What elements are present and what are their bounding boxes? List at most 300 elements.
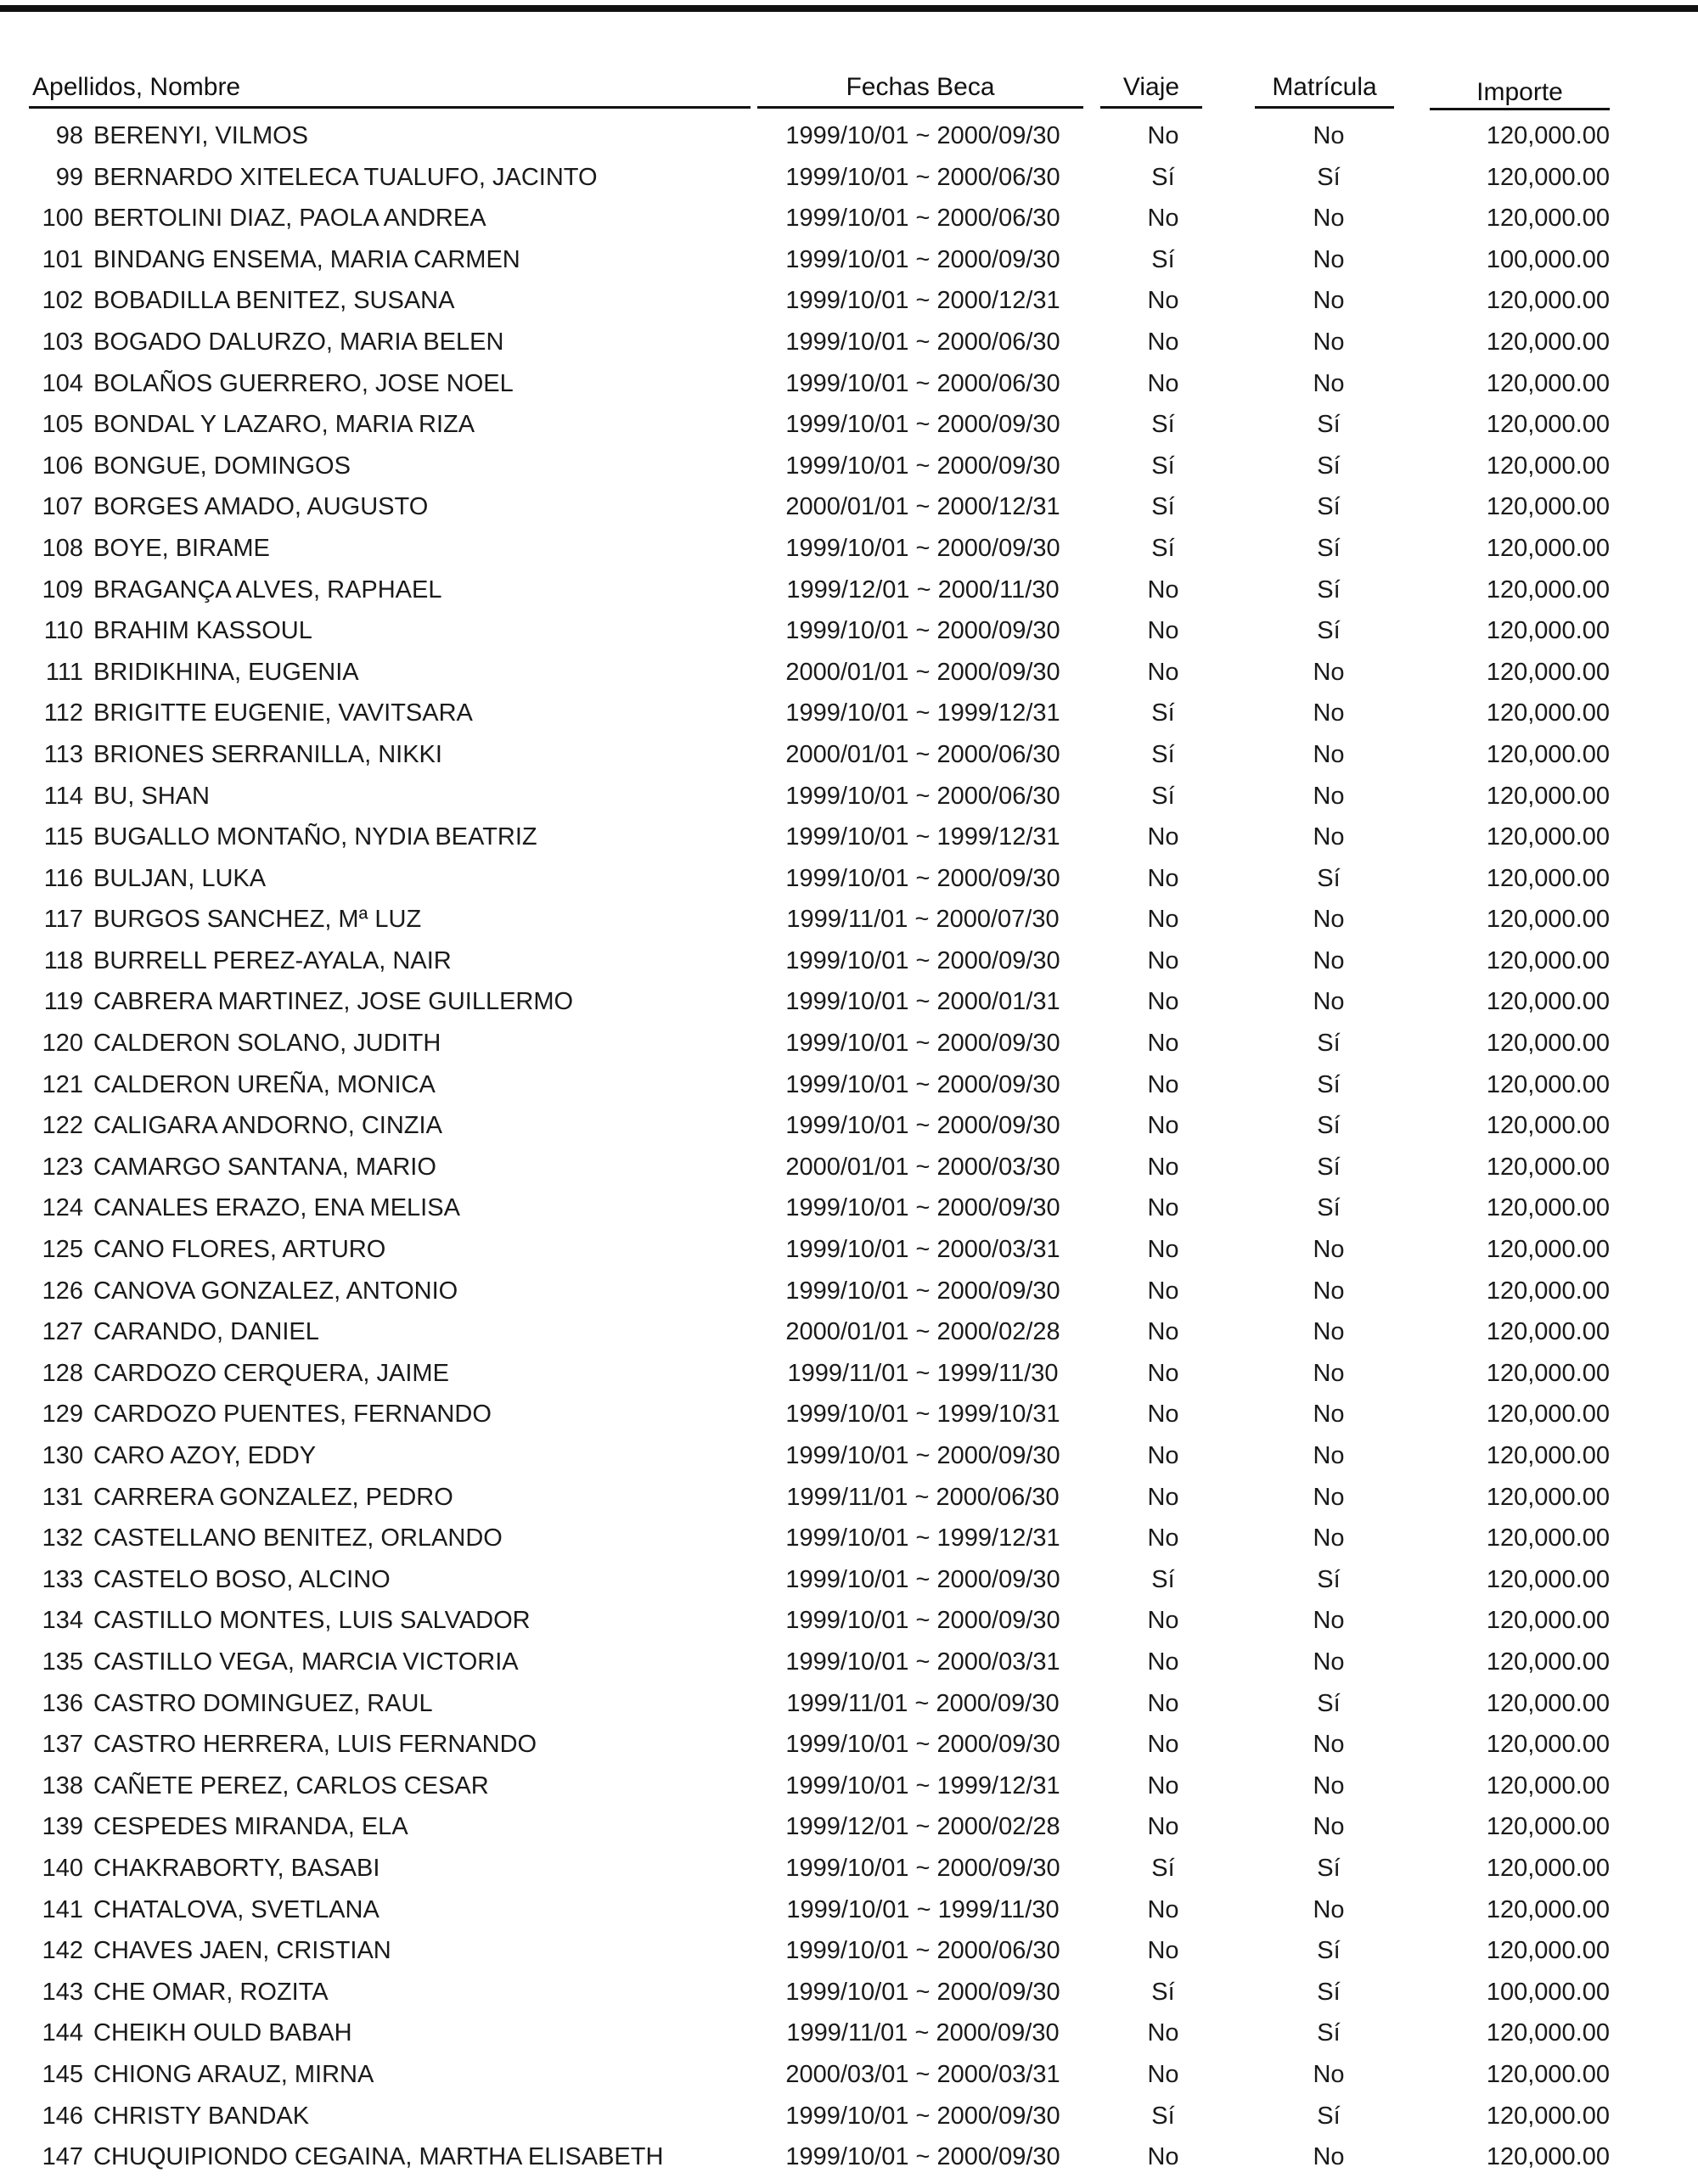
table-row — [0, 1849, 1698, 1890]
row-fechas-beca: 1999/10/01 ~ 2000/09/30 — [785, 1978, 1060, 2006]
row-fechas-beca: 1999/12/01 ~ 2000/02/28 — [785, 1813, 1060, 1841]
row-number: 117 — [43, 906, 83, 934]
row-viaje: No — [1147, 1607, 1179, 1635]
row-viaje: No — [1147, 1689, 1179, 1717]
row-number: 147 — [42, 2143, 83, 2171]
row-name: CARRERA GONZALEZ, PEDRO — [93, 1483, 453, 1511]
row-number: 128 — [42, 1359, 83, 1387]
row-name: CARANDO, DANIEL — [93, 1318, 319, 1346]
table-row — [0, 116, 1698, 158]
row-fechas-beca: 1999/10/01 ~ 1999/12/31 — [785, 699, 1060, 727]
table-row — [0, 323, 1698, 364]
row-number: 138 — [42, 1771, 83, 1799]
row-viaje: No — [1147, 122, 1179, 149]
row-name: CESPEDES MIRANDA, ELA — [93, 1813, 408, 1841]
header-apellidos-nombre: Apellidos, Nombre — [29, 73, 751, 109]
row-matricula: No — [1313, 699, 1345, 727]
row-matricula: Sí — [1317, 2102, 1341, 2130]
row-fechas-beca: 1999/10/01 ~ 2000/03/31 — [785, 1648, 1060, 1676]
row-number: 125 — [42, 1236, 83, 1264]
row-viaje: No — [1147, 1401, 1179, 1429]
row-viaje: No — [1147, 2019, 1179, 2047]
row-number: 122 — [42, 1112, 83, 1140]
row-matricula: Sí — [1317, 575, 1341, 604]
row-number: 145 — [42, 2060, 83, 2088]
row-matricula: Sí — [1317, 1153, 1341, 1181]
table-row — [0, 611, 1698, 653]
row-viaje: No — [1147, 1731, 1179, 1759]
row-name: CASTRO HERRERA, LUIS FERNANDO — [93, 1731, 537, 1759]
table-row — [0, 1148, 1698, 1189]
row-matricula: No — [1313, 988, 1345, 1016]
row-name: CAMARGO SANTANA, MARIO — [93, 1153, 436, 1181]
row-name: BUGALLO MONTAÑO, NYDIA BEATRIZ — [93, 823, 537, 851]
row-number: 132 — [42, 1524, 83, 1552]
row-matricula: No — [1313, 1277, 1345, 1305]
table-row — [0, 1890, 1698, 1932]
row-name: BOGADO DALURZO, MARIA BELEN — [93, 328, 504, 356]
row-viaje: No — [1147, 988, 1179, 1016]
row-name: CHEIKH OULD BABAH — [93, 2019, 352, 2047]
row-name: BOBADILLA BENITEZ, SUSANA — [93, 287, 455, 315]
row-importe: 120,000.00 — [1486, 1854, 1610, 1882]
row-fechas-beca: 1999/10/01 ~ 2000/09/30 — [785, 1565, 1060, 1593]
table-row — [0, 446, 1698, 488]
row-importe: 100,000.00 — [1486, 1978, 1610, 2006]
header-importe: Importe — [1430, 78, 1610, 110]
row-number: 114 — [43, 782, 83, 810]
row-matricula: No — [1313, 1359, 1345, 1387]
header-viaje: Viaje — [1100, 73, 1202, 109]
row-name: BORGES AMADO, AUGUSTO — [93, 493, 429, 521]
row-importe: 120,000.00 — [1486, 122, 1610, 149]
row-viaje: No — [1147, 1895, 1179, 1923]
table-row — [0, 1354, 1698, 1395]
row-fechas-beca: 1999/10/01 ~ 2000/09/30 — [785, 1030, 1060, 1058]
row-matricula: Sí — [1317, 864, 1341, 892]
row-fechas-beca: 1999/10/01 ~ 2000/09/30 — [785, 2102, 1060, 2130]
row-viaje: No — [1147, 1277, 1179, 1305]
row-viaje: No — [1147, 906, 1179, 934]
row-viaje: No — [1147, 823, 1179, 851]
row-fechas-beca: 1999/10/01 ~ 2000/09/30 — [785, 122, 1060, 149]
row-fechas-beca: 2000/01/01 ~ 2000/02/28 — [785, 1318, 1060, 1346]
row-fechas-beca: 2000/03/01 ~ 2000/03/31 — [785, 2060, 1060, 2088]
row-fechas-beca: 1999/10/01 ~ 2000/09/30 — [785, 1194, 1060, 1222]
row-name: BURGOS SANCHEZ, Mª LUZ — [93, 906, 422, 934]
row-matricula: No — [1313, 946, 1345, 974]
table-row — [0, 1065, 1698, 1107]
row-fechas-beca: 1999/10/01 ~ 2000/09/30 — [785, 946, 1060, 974]
row-viaje: Sí — [1151, 1854, 1175, 1882]
header-fechas-beca: Fechas Beca — [757, 73, 1083, 109]
row-fechas-beca: 1999/10/01 ~ 2000/09/30 — [785, 1607, 1060, 1635]
row-fechas-beca: 1999/10/01 ~ 2000/09/30 — [785, 1731, 1060, 1759]
row-viaje: No — [1147, 1112, 1179, 1140]
table-row — [0, 1230, 1698, 1272]
row-matricula: No — [1313, 1318, 1345, 1346]
table-row — [0, 1807, 1698, 1849]
row-matricula: No — [1313, 1524, 1345, 1552]
row-matricula: Sí — [1317, 493, 1341, 521]
row-importe: 120,000.00 — [1486, 823, 1610, 851]
row-fechas-beca: 1999/11/01 ~ 2000/09/30 — [786, 1689, 1060, 1717]
row-fechas-beca: 1999/10/01 ~ 2000/06/30 — [785, 328, 1060, 356]
row-matricula: No — [1313, 287, 1345, 315]
row-number: 146 — [42, 2102, 83, 2130]
table-row — [0, 281, 1698, 323]
row-number: 100 — [42, 205, 83, 233]
row-importe: 120,000.00 — [1486, 1194, 1610, 1222]
row-fechas-beca: 1999/10/01 ~ 1999/10/31 — [785, 1401, 1060, 1429]
row-fechas-beca: 1999/10/01 ~ 1999/12/31 — [785, 1524, 1060, 1552]
row-name: CANOVA GONZALEZ, ANTONIO — [93, 1277, 458, 1305]
table-row — [0, 1684, 1698, 1726]
row-name: CASTILLO MONTES, LUIS SALVADOR — [93, 1607, 531, 1635]
row-fechas-beca: 2000/01/01 ~ 2000/03/30 — [785, 1153, 1060, 1181]
row-number: 142 — [42, 1937, 83, 1965]
row-name: BURRELL PEREZ-AYALA, NAIR — [93, 946, 452, 974]
row-viaje: Sí — [1151, 1978, 1175, 2006]
row-importe: 120,000.00 — [1486, 1070, 1610, 1098]
row-importe: 120,000.00 — [1486, 1483, 1610, 1511]
row-viaje: No — [1147, 1030, 1179, 1058]
row-viaje: No — [1147, 1442, 1179, 1469]
table-row — [0, 529, 1698, 570]
row-matricula: No — [1313, 2060, 1345, 2088]
row-name: CHIONG ARAUZ, MIRNA — [93, 2060, 374, 2088]
row-importe: 120,000.00 — [1486, 1318, 1610, 1346]
row-fechas-beca: 1999/10/01 ~ 2000/09/30 — [785, 617, 1060, 645]
row-name: CARDOZO PUENTES, FERNANDO — [93, 1401, 492, 1429]
row-viaje: No — [1147, 1524, 1179, 1552]
row-matricula: Sí — [1317, 1030, 1341, 1058]
row-matricula: No — [1313, 1771, 1345, 1799]
row-importe: 120,000.00 — [1486, 1648, 1610, 1676]
row-fechas-beca: 1999/10/01 ~ 2000/09/30 — [785, 2143, 1060, 2171]
row-name: CHE OMAR, ROZITA — [93, 1978, 329, 2006]
table-row — [0, 900, 1698, 941]
row-viaje: No — [1147, 1153, 1179, 1181]
row-number: 110 — [43, 617, 83, 645]
row-importe: 120,000.00 — [1486, 1112, 1610, 1140]
row-viaje: No — [1147, 617, 1179, 645]
row-matricula: Sí — [1317, 1565, 1341, 1593]
row-importe: 120,000.00 — [1486, 287, 1610, 315]
row-name: BINDANG ENSEMA, MARIA CARMEN — [93, 245, 520, 273]
row-name: CHAVES JAEN, CRISTIAN — [93, 1937, 391, 1965]
row-number: 139 — [42, 1813, 83, 1841]
row-fechas-beca: 2000/01/01 ~ 2000/12/31 — [785, 493, 1060, 521]
row-number: 140 — [42, 1854, 83, 1882]
row-importe: 120,000.00 — [1486, 699, 1610, 727]
row-name: CANALES ERAZO, ENA MELISA — [93, 1194, 460, 1222]
row-fechas-beca: 1999/11/01 ~ 2000/09/30 — [786, 2019, 1060, 2047]
row-number: 107 — [42, 493, 83, 521]
row-importe: 120,000.00 — [1486, 1359, 1610, 1387]
row-viaje: Sí — [1151, 245, 1175, 273]
row-name: CABRERA MARTINEZ, JOSE GUILLERMO — [93, 988, 574, 1016]
table-row — [0, 2097, 1698, 2138]
row-number: 119 — [43, 988, 83, 1016]
row-importe: 120,000.00 — [1486, 2143, 1610, 2171]
row-viaje: Sí — [1151, 452, 1175, 480]
table-row — [0, 653, 1698, 694]
table-row — [0, 158, 1698, 199]
row-matricula: Sí — [1317, 1978, 1341, 2006]
row-importe: 120,000.00 — [1486, 575, 1610, 604]
row-importe: 120,000.00 — [1486, 1937, 1610, 1965]
row-viaje: No — [1147, 864, 1179, 892]
row-fechas-beca: 1999/10/01 ~ 2000/06/30 — [785, 782, 1060, 810]
row-fechas-beca: 2000/01/01 ~ 2000/06/30 — [785, 740, 1060, 768]
row-name: BRIONES SERRANILLA, NIKKI — [93, 740, 442, 768]
scholarship-table — [0, 116, 1698, 2179]
row-matricula: No — [1313, 1895, 1345, 1923]
row-name: CASTELLANO BENITEZ, ORLANDO — [93, 1524, 503, 1552]
row-viaje: No — [1147, 1318, 1179, 1346]
row-number: 121 — [42, 1070, 83, 1098]
row-matricula: Sí — [1317, 1937, 1341, 1965]
row-importe: 120,000.00 — [1486, 1401, 1610, 1429]
row-number: 134 — [42, 1607, 83, 1635]
row-matricula: No — [1313, 328, 1345, 356]
row-matricula: Sí — [1317, 1070, 1341, 1098]
row-matricula: Sí — [1317, 1112, 1341, 1140]
row-viaje: No — [1147, 1070, 1179, 1098]
table-row — [0, 364, 1698, 406]
row-fechas-beca: 1999/10/01 ~ 1999/11/30 — [786, 1895, 1060, 1923]
row-number: 105 — [42, 411, 83, 439]
row-fechas-beca: 1999/10/01 ~ 2000/09/30 — [785, 1070, 1060, 1098]
row-number: 126 — [42, 1277, 83, 1305]
row-importe: 120,000.00 — [1486, 452, 1610, 480]
row-number: 106 — [42, 452, 83, 480]
row-name: BRIDIKHINA, EUGENIA — [93, 658, 359, 686]
row-fechas-beca: 1999/10/01 ~ 2000/12/31 — [785, 287, 1060, 315]
row-importe: 120,000.00 — [1486, 906, 1610, 934]
row-name: CALDERON SOLANO, JUDITH — [93, 1030, 441, 1058]
row-viaje: No — [1147, 328, 1179, 356]
row-fechas-beca: 1999/10/01 ~ 2000/09/30 — [785, 1112, 1060, 1140]
row-matricula: No — [1313, 906, 1345, 934]
row-number: 115 — [43, 823, 83, 851]
row-importe: 120,000.00 — [1486, 328, 1610, 356]
row-importe: 120,000.00 — [1486, 1607, 1610, 1635]
row-matricula: No — [1313, 1401, 1345, 1429]
table-row — [0, 1931, 1698, 1973]
table-row — [0, 1024, 1698, 1065]
row-importe: 120,000.00 — [1486, 617, 1610, 645]
row-importe: 120,000.00 — [1486, 205, 1610, 233]
row-name: BRIGITTE EUGENIE, VAVITSARA — [93, 699, 473, 727]
row-matricula: No — [1313, 245, 1345, 273]
row-viaje: Sí — [1151, 493, 1175, 521]
row-viaje: Sí — [1151, 740, 1175, 768]
row-number: 102 — [42, 287, 83, 315]
row-name: CHATALOVA, SVETLANA — [93, 1895, 380, 1923]
row-name: CANO FLORES, ARTURO — [93, 1236, 386, 1264]
row-name: CASTILLO VEGA, MARCIA VICTORIA — [93, 1648, 519, 1676]
table-row — [0, 1478, 1698, 1519]
row-importe: 120,000.00 — [1486, 1153, 1610, 1181]
row-number: 127 — [42, 1318, 83, 1346]
row-name: BOYE, BIRAME — [93, 534, 270, 562]
row-importe: 120,000.00 — [1486, 163, 1610, 191]
row-viaje: No — [1147, 2143, 1179, 2171]
row-name: CHAKRABORTY, BASABI — [93, 1854, 380, 1882]
table-row — [0, 1766, 1698, 1808]
row-matricula: Sí — [1317, 1854, 1341, 1882]
table-row — [0, 240, 1698, 282]
row-matricula: Sí — [1317, 534, 1341, 562]
table-row — [0, 1560, 1698, 1602]
table-row — [0, 570, 1698, 612]
row-name: CARDOZO CERQUERA, JAIME — [93, 1359, 449, 1387]
row-name: BERENYI, VILMOS — [93, 122, 309, 149]
row-importe: 120,000.00 — [1486, 1895, 1610, 1923]
row-fechas-beca: 1999/10/01 ~ 1999/12/31 — [785, 1771, 1060, 1799]
row-fechas-beca: 1999/10/01 ~ 2000/01/31 — [785, 988, 1060, 1016]
table-row — [0, 1106, 1698, 1148]
row-matricula: No — [1313, 1648, 1345, 1676]
row-matricula: No — [1313, 823, 1345, 851]
table-row — [0, 1395, 1698, 1436]
row-matricula: No — [1313, 122, 1345, 149]
row-viaje: No — [1147, 1236, 1179, 1264]
row-importe: 120,000.00 — [1486, 658, 1610, 686]
row-importe: 120,000.00 — [1486, 369, 1610, 397]
row-name: CAÑETE PEREZ, CARLOS CESAR — [93, 1771, 489, 1799]
row-viaje: Sí — [1151, 411, 1175, 439]
row-importe: 120,000.00 — [1486, 1813, 1610, 1841]
row-number: 98 — [55, 122, 83, 149]
table-row — [0, 1725, 1698, 1766]
row-viaje: No — [1147, 1937, 1179, 1965]
row-fechas-beca: 1999/10/01 ~ 2000/09/30 — [785, 411, 1060, 439]
row-number: 129 — [42, 1401, 83, 1429]
row-matricula: No — [1313, 782, 1345, 810]
row-fechas-beca: 1999/11/01 ~ 2000/06/30 — [786, 1483, 1060, 1511]
row-number: 124 — [42, 1194, 83, 1222]
row-importe: 120,000.00 — [1486, 2060, 1610, 2088]
row-matricula: Sí — [1317, 2019, 1341, 2047]
row-importe: 120,000.00 — [1486, 493, 1610, 521]
table-row — [0, 693, 1698, 735]
row-matricula: No — [1313, 1813, 1345, 1841]
row-number: 136 — [42, 1689, 83, 1717]
table-row — [0, 1601, 1698, 1642]
row-number: 133 — [42, 1565, 83, 1593]
row-fechas-beca: 1999/10/01 ~ 2000/06/30 — [785, 205, 1060, 233]
row-number: 144 — [42, 2019, 83, 2047]
row-fechas-beca: 1999/10/01 ~ 2000/09/30 — [785, 245, 1060, 273]
row-fechas-beca: 1999/10/01 ~ 2000/09/30 — [785, 452, 1060, 480]
row-importe: 120,000.00 — [1486, 988, 1610, 1016]
table-row — [0, 1312, 1698, 1354]
row-number: 108 — [42, 534, 83, 562]
row-viaje: No — [1147, 369, 1179, 397]
row-viaje: No — [1147, 658, 1179, 686]
row-matricula: Sí — [1317, 411, 1341, 439]
row-fechas-beca: 1999/11/01 ~ 1999/11/30 — [787, 1359, 1059, 1387]
table-row — [0, 1272, 1698, 1313]
row-viaje: No — [1147, 1194, 1179, 1222]
row-importe: 120,000.00 — [1486, 2019, 1610, 2047]
row-matricula: No — [1313, 1442, 1345, 1469]
row-importe: 120,000.00 — [1486, 1689, 1610, 1717]
row-name: BOLAÑOS GUERRERO, JOSE NOEL — [93, 369, 514, 397]
row-fechas-beca: 1999/10/01 ~ 2000/09/30 — [785, 1442, 1060, 1469]
row-viaje: No — [1147, 946, 1179, 974]
table-row — [0, 777, 1698, 818]
row-matricula: Sí — [1317, 1689, 1341, 1717]
table-row — [0, 1642, 1698, 1684]
row-importe: 120,000.00 — [1486, 2102, 1610, 2130]
row-number: 143 — [42, 1978, 83, 2006]
row-number: 131 — [42, 1483, 83, 1511]
table-row — [0, 735, 1698, 777]
row-fechas-beca: 1999/10/01 ~ 2000/06/30 — [785, 369, 1060, 397]
row-matricula: No — [1313, 369, 1345, 397]
row-matricula: Sí — [1317, 163, 1341, 191]
table-row — [0, 2055, 1698, 2097]
row-viaje: No — [1147, 205, 1179, 233]
row-viaje: Sí — [1151, 699, 1175, 727]
row-number: 137 — [42, 1731, 83, 1759]
row-importe: 120,000.00 — [1486, 1277, 1610, 1305]
row-importe: 100,000.00 — [1486, 245, 1610, 273]
row-number: 101 — [42, 245, 83, 273]
row-importe: 120,000.00 — [1486, 1771, 1610, 1799]
row-matricula: No — [1313, 1236, 1345, 1264]
row-fechas-beca: 1999/10/01 ~ 2000/03/31 — [785, 1236, 1060, 1264]
row-viaje: Sí — [1151, 534, 1175, 562]
row-importe: 120,000.00 — [1486, 946, 1610, 974]
row-importe: 120,000.00 — [1486, 864, 1610, 892]
row-name: CHUQUIPIONDO CEGAINA, MARTHA ELISABETH — [93, 2143, 664, 2171]
row-viaje: Sí — [1151, 2102, 1175, 2130]
table-row — [0, 941, 1698, 983]
row-number: 135 — [42, 1648, 83, 1676]
row-matricula: No — [1313, 1607, 1345, 1635]
row-matricula: No — [1313, 740, 1345, 768]
row-name: BRAGANÇA ALVES, RAPHAEL — [93, 575, 442, 604]
table-row — [0, 2137, 1698, 2179]
row-fechas-beca: 1999/11/01 ~ 2000/07/30 — [786, 906, 1060, 934]
row-fechas-beca: 1999/10/01 ~ 2000/06/30 — [785, 1937, 1060, 1965]
row-importe: 120,000.00 — [1486, 1565, 1610, 1593]
row-fechas-beca: 1999/10/01 ~ 2000/06/30 — [785, 163, 1060, 191]
row-matricula: No — [1313, 205, 1345, 233]
row-viaje: No — [1147, 1771, 1179, 1799]
row-viaje: No — [1147, 575, 1179, 604]
row-number: 99 — [55, 163, 83, 191]
row-importe: 120,000.00 — [1486, 782, 1610, 810]
row-number: 120 — [42, 1030, 83, 1058]
row-matricula: No — [1313, 1483, 1345, 1511]
row-name: BONGUE, DOMINGOS — [93, 452, 351, 480]
row-fechas-beca: 1999/10/01 ~ 2000/09/30 — [785, 1854, 1060, 1882]
row-fechas-beca: 1999/10/01 ~ 2000/09/30 — [785, 534, 1060, 562]
row-viaje: No — [1147, 1359, 1179, 1387]
row-name: BERNARDO XITELECA TUALUFO, JACINTO — [93, 163, 598, 191]
row-number: 141 — [42, 1895, 83, 1923]
row-name: BRAHIM KASSOUL — [93, 617, 312, 645]
row-number: 130 — [42, 1442, 83, 1469]
table-row — [0, 982, 1698, 1024]
row-name: CHRISTY BANDAK — [93, 2102, 310, 2130]
